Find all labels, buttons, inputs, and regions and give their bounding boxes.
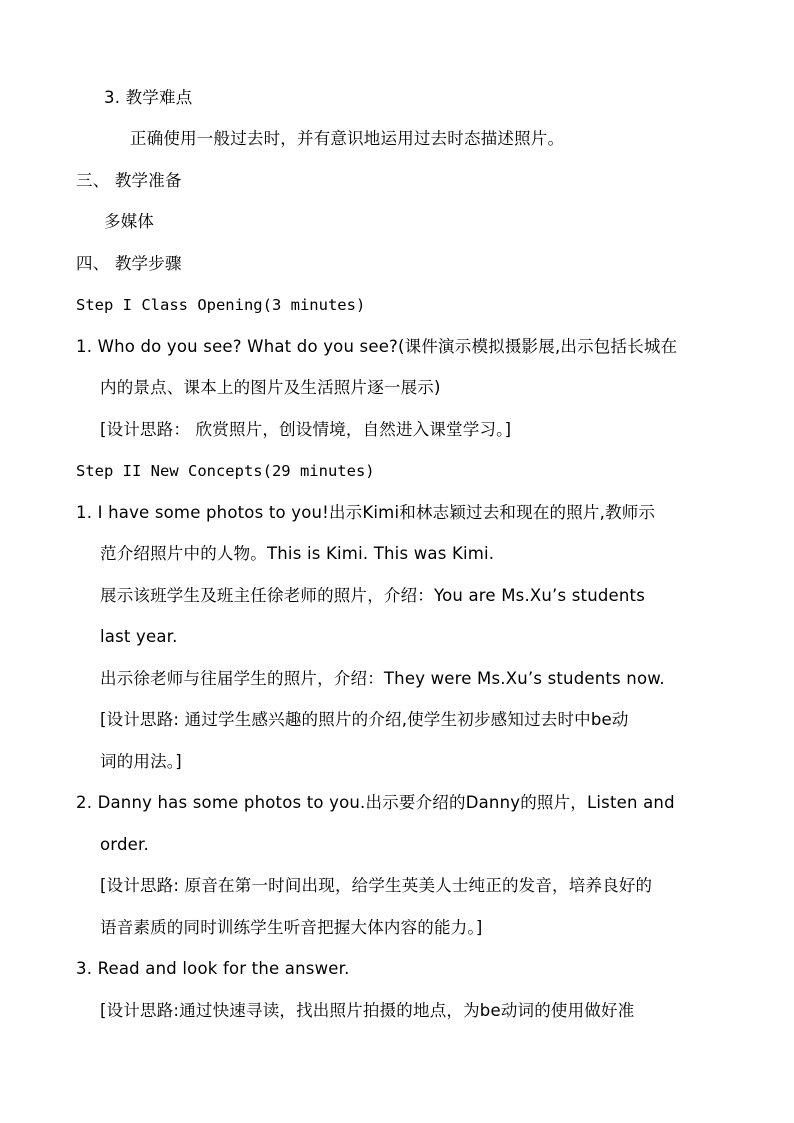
list-item-line: 2. Danny has some photos to you.出示要介绍的Danny的照片，Listen and bbox=[76, 793, 675, 812]
list-item-line: 1. Who do you see? What do you see?(课件演示模拟摄影展,出示包括长城在 bbox=[76, 337, 678, 356]
design-note: [设计思路:通过快速寻读，找出照片拍摄的地点，为be动词的使用做好准 bbox=[100, 1001, 635, 1020]
design-note: [设计思路： 欣赏照片，创设情境，自然进入课堂学习。] bbox=[100, 420, 512, 439]
list-item-line: 3. Read and look for the answer. bbox=[76, 959, 350, 978]
step-heading: Step II New Concepts(29 minutes) bbox=[76, 462, 375, 480]
paragraph-line: 正确使用一般过去时，并有意识地运用过去时态描述照片。 bbox=[130, 129, 565, 148]
section-heading-teaching-difficulty: 3. 教学难点 bbox=[104, 88, 193, 107]
paragraph-line: 出示徐老师与往届学生的照片，介绍：They were Ms.Xu’s students now. bbox=[100, 669, 665, 688]
design-note-continuation: 语音素质的同时训练学生听音把握大体内容的能力。] bbox=[100, 918, 483, 937]
section-heading-preparation: 三、 教学准备 bbox=[76, 171, 182, 190]
section-heading-steps: 四、 教学步骤 bbox=[76, 254, 182, 273]
list-item-line: 1. I have some photos to you!出示Kimi和林志颖过去和现在的照片,教师示 bbox=[76, 503, 656, 522]
list-item-continuation: order. bbox=[100, 835, 149, 854]
design-note: [设计思路: 原音在第一时间出现，给学生英美人士纯正的发音，培养良好的 bbox=[100, 876, 653, 895]
list-item-continuation: 范介绍照片中的人物。This is Kimi. This was Kimi. bbox=[100, 544, 495, 563]
paragraph-line: 多媒体 bbox=[104, 212, 155, 231]
list-item-continuation: 内的景点、课本上的图片及生活照片逐一展示) bbox=[100, 378, 441, 397]
paragraph-line: last year. bbox=[100, 627, 178, 646]
step-heading: Step I Class Opening(3 minutes) bbox=[76, 296, 366, 314]
paragraph-line: 展示该班学生及班主任徐老师的照片，介绍：You are Ms.Xu’s students bbox=[100, 586, 646, 605]
design-note-continuation: 词的用法。] bbox=[100, 752, 182, 771]
design-note: [设计思路: 通过学生感兴趣的照片的介绍,使学生初步感知过去时中be动 bbox=[100, 710, 629, 729]
